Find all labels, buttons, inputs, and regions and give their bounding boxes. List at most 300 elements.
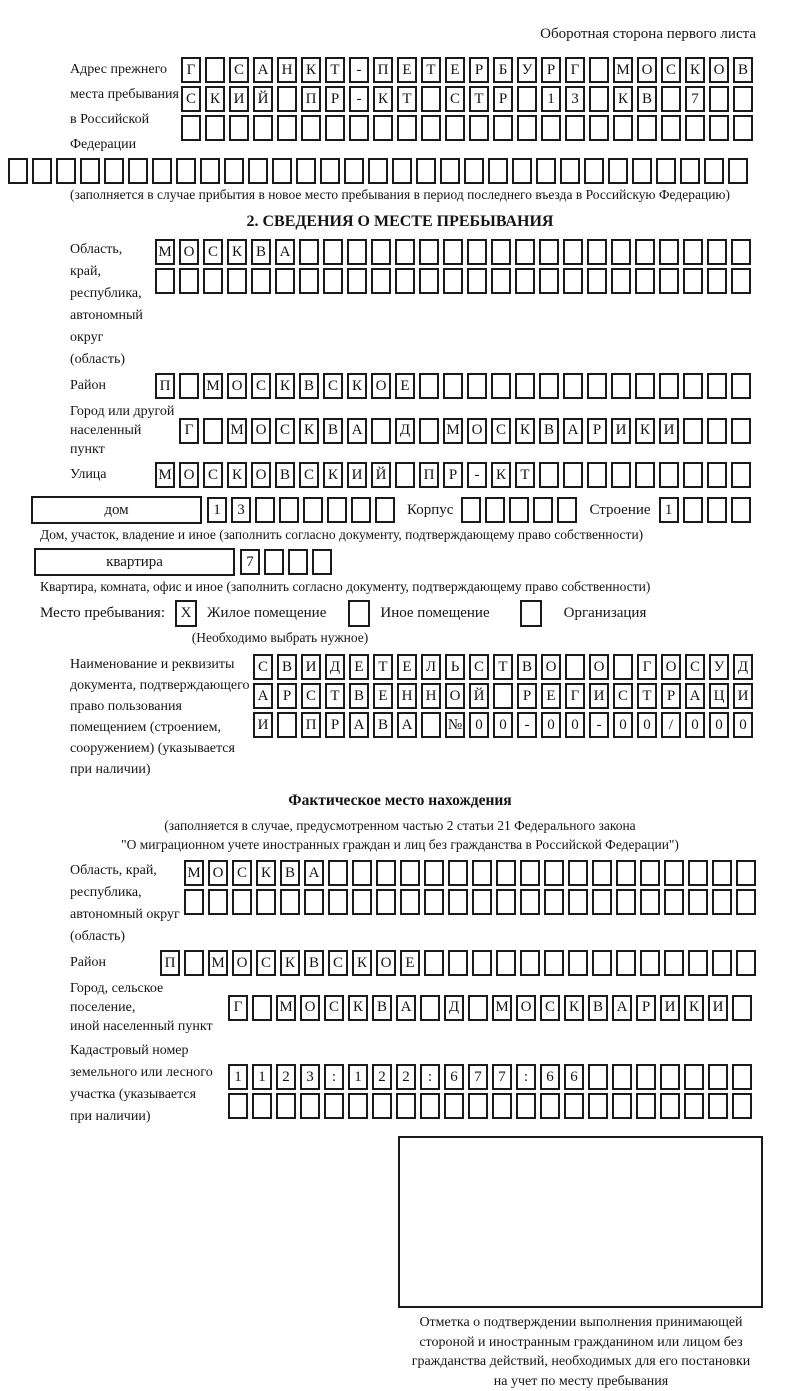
char-cell-empty[interactable] xyxy=(301,115,321,141)
char-cell-empty[interactable] xyxy=(563,462,583,488)
char-cell-empty[interactable] xyxy=(664,860,684,886)
char-cell-filled[interactable]: 0 xyxy=(733,712,753,738)
char-cell-empty[interactable] xyxy=(640,889,660,915)
char-cell-filled[interactable]: О xyxy=(371,373,391,399)
char-cell-empty[interactable] xyxy=(731,497,751,523)
char-cell-filled[interactable]: В xyxy=(251,239,271,265)
char-cell-filled[interactable]: Е xyxy=(373,683,393,709)
char-cell-filled[interactable]: Л xyxy=(421,654,441,680)
char-cell-filled[interactable]: К xyxy=(348,995,368,1021)
char-cell-empty[interactable] xyxy=(568,860,588,886)
char-cell-empty[interactable] xyxy=(563,268,583,294)
char-cell-empty[interactable] xyxy=(731,268,751,294)
char-cell-empty[interactable] xyxy=(440,158,460,184)
char-cell-empty[interactable] xyxy=(613,115,633,141)
char-cell-empty[interactable] xyxy=(712,950,732,976)
char-cell-empty[interactable] xyxy=(128,158,148,184)
char-cell-filled[interactable]: В xyxy=(304,950,324,976)
char-cell-filled[interactable]: А xyxy=(396,995,416,1021)
char-cell-filled[interactable]: М xyxy=(276,995,296,1021)
char-cell-filled[interactable]: С xyxy=(540,995,560,1021)
char-cell-empty[interactable] xyxy=(491,268,511,294)
char-cell-empty[interactable] xyxy=(352,860,372,886)
char-cell-empty[interactable] xyxy=(568,889,588,915)
char-cell-filled[interactable]: Р xyxy=(443,462,463,488)
char-cell-empty[interactable] xyxy=(568,950,588,976)
char-cell-filled[interactable]: В xyxy=(588,995,608,1021)
char-cell-filled[interactable]: Е xyxy=(400,950,420,976)
char-cell-empty[interactable] xyxy=(468,1093,488,1119)
char-cell-filled[interactable]: Д xyxy=(395,418,415,444)
char-cell-filled[interactable]: С xyxy=(203,462,223,488)
char-cell-empty[interactable] xyxy=(660,1093,680,1119)
char-cell-empty[interactable] xyxy=(707,268,727,294)
char-cell-empty[interactable] xyxy=(707,497,727,523)
char-cell-filled[interactable]: Д xyxy=(733,654,753,680)
char-cell-filled[interactable]: / xyxy=(661,712,681,738)
char-cell-filled[interactable]: Д xyxy=(444,995,464,1021)
char-cell-empty[interactable] xyxy=(56,158,76,184)
char-cell-filled[interactable]: О xyxy=(208,860,228,886)
char-cell-filled[interactable]: В xyxy=(277,654,297,680)
char-cell-filled[interactable]: А xyxy=(397,712,417,738)
char-cell-empty[interactable] xyxy=(371,268,391,294)
char-cell-filled[interactable]: А xyxy=(563,418,583,444)
char-cell-empty[interactable] xyxy=(589,86,609,112)
char-cell-filled[interactable]: В xyxy=(275,462,295,488)
char-cell-filled[interactable]: К xyxy=(227,462,247,488)
char-cell-empty[interactable] xyxy=(659,268,679,294)
char-cell-empty[interactable] xyxy=(536,158,556,184)
char-cell-filled[interactable]: С xyxy=(469,654,489,680)
char-cell-empty[interactable] xyxy=(349,115,369,141)
char-cell-empty[interactable] xyxy=(276,1093,296,1119)
char-cell-empty[interactable] xyxy=(376,860,396,886)
char-cell-filled[interactable]: М xyxy=(155,462,175,488)
char-cell-empty[interactable] xyxy=(588,1064,608,1090)
char-cell-empty[interactable] xyxy=(539,373,559,399)
char-cell-empty[interactable] xyxy=(564,1093,584,1119)
char-cell-empty[interactable] xyxy=(688,889,708,915)
stay-type-organization-checkbox[interactable] xyxy=(520,600,542,627)
char-cell-empty[interactable] xyxy=(277,712,297,738)
char-cell-filled[interactable]: А xyxy=(685,683,705,709)
char-cell-filled[interactable]: У xyxy=(709,654,729,680)
char-cell-empty[interactable] xyxy=(279,497,299,523)
char-cell-filled[interactable]: К xyxy=(684,995,704,1021)
char-cell-empty[interactable] xyxy=(492,1093,512,1119)
char-cell-filled[interactable]: С xyxy=(232,860,252,886)
char-cell-empty[interactable] xyxy=(396,1093,416,1119)
char-cell-filled[interactable]: П xyxy=(301,712,321,738)
char-cell-empty[interactable] xyxy=(323,239,343,265)
char-cell-filled[interactable]: Й xyxy=(371,462,391,488)
char-cell-filled[interactable]: И xyxy=(611,418,631,444)
char-cell-filled[interactable]: 3 xyxy=(565,86,585,112)
char-cell-empty[interactable] xyxy=(516,1093,536,1119)
char-cell-empty[interactable] xyxy=(632,158,652,184)
char-cell-empty[interactable] xyxy=(708,1093,728,1119)
char-cell-empty[interactable] xyxy=(640,950,660,976)
char-cell-empty[interactable] xyxy=(544,860,564,886)
char-cell-empty[interactable] xyxy=(312,549,332,575)
char-cell-empty[interactable] xyxy=(424,860,444,886)
char-cell-filled[interactable]: Г xyxy=(181,57,201,83)
char-cell-empty[interactable] xyxy=(707,462,727,488)
char-cell-filled[interactable]: А xyxy=(275,239,295,265)
char-cell-empty[interactable] xyxy=(709,115,729,141)
char-cell-empty[interactable] xyxy=(493,115,513,141)
char-cell-empty[interactable] xyxy=(517,86,537,112)
char-cell-filled[interactable]: К xyxy=(323,462,343,488)
char-cell-empty[interactable] xyxy=(664,950,684,976)
char-cell-empty[interactable] xyxy=(277,115,297,141)
char-cell-empty[interactable] xyxy=(683,373,703,399)
char-cell-filled[interactable]: С xyxy=(661,57,681,83)
char-cell-empty[interactable] xyxy=(517,115,537,141)
char-cell-filled[interactable]: Р xyxy=(325,712,345,738)
char-cell-filled[interactable]: М xyxy=(492,995,512,1021)
char-cell-empty[interactable] xyxy=(255,497,275,523)
char-cell-empty[interactable] xyxy=(464,158,484,184)
char-cell-filled[interactable]: - xyxy=(589,712,609,738)
char-cell-filled[interactable]: О xyxy=(445,683,465,709)
char-cell-filled[interactable]: 0 xyxy=(637,712,657,738)
char-cell-filled[interactable]: С xyxy=(275,418,295,444)
char-cell-empty[interactable] xyxy=(368,158,388,184)
char-cell-empty[interactable] xyxy=(443,373,463,399)
char-cell-filled[interactable]: О xyxy=(589,654,609,680)
char-cell-empty[interactable] xyxy=(325,115,345,141)
char-cell-empty[interactable] xyxy=(733,86,753,112)
char-cell-empty[interactable] xyxy=(684,1064,704,1090)
char-cell-empty[interactable] xyxy=(256,889,276,915)
char-cell-empty[interactable] xyxy=(419,373,439,399)
char-cell-filled[interactable]: Е xyxy=(445,57,465,83)
char-cell-empty[interactable] xyxy=(560,158,580,184)
char-cell-filled[interactable]: Р xyxy=(517,683,537,709)
stay-type-other-checkbox[interactable] xyxy=(348,600,370,627)
char-cell-empty[interactable] xyxy=(179,373,199,399)
char-cell-empty[interactable] xyxy=(299,239,319,265)
char-cell-filled[interactable]: Г xyxy=(565,683,585,709)
char-cell-empty[interactable] xyxy=(485,497,505,523)
char-cell-filled[interactable]: П xyxy=(155,373,175,399)
char-cell-filled[interactable]: С xyxy=(491,418,511,444)
char-cell-filled[interactable]: Е xyxy=(397,57,417,83)
char-cell-empty[interactable] xyxy=(592,860,612,886)
char-cell-empty[interactable] xyxy=(395,462,415,488)
char-cell-empty[interactable] xyxy=(444,1093,464,1119)
char-cell-filled[interactable]: 1 xyxy=(659,497,679,523)
char-cell-filled[interactable]: С xyxy=(181,86,201,112)
char-cell-empty[interactable] xyxy=(488,158,508,184)
char-cell-filled[interactable]: Т xyxy=(325,683,345,709)
char-cell-empty[interactable] xyxy=(155,268,175,294)
char-cell-empty[interactable] xyxy=(272,158,292,184)
char-cell-empty[interactable] xyxy=(616,860,636,886)
char-cell-empty[interactable] xyxy=(731,239,751,265)
char-cell-empty[interactable] xyxy=(659,239,679,265)
char-cell-empty[interactable] xyxy=(443,239,463,265)
char-cell-empty[interactable] xyxy=(584,158,604,184)
char-cell-filled[interactable]: 0 xyxy=(709,712,729,738)
char-cell-empty[interactable] xyxy=(491,239,511,265)
char-cell-empty[interactable] xyxy=(635,268,655,294)
char-cell-empty[interactable] xyxy=(732,1064,752,1090)
char-cell-empty[interactable] xyxy=(544,889,564,915)
char-cell-empty[interactable] xyxy=(659,462,679,488)
char-cell-empty[interactable] xyxy=(637,115,657,141)
char-cell-filled[interactable]: № xyxy=(445,712,465,738)
char-cell-filled[interactable]: 1 xyxy=(252,1064,272,1090)
char-cell-filled[interactable]: С xyxy=(613,683,633,709)
char-cell-empty[interactable] xyxy=(299,268,319,294)
char-cell-empty[interactable] xyxy=(375,497,395,523)
char-cell-empty[interactable] xyxy=(616,889,636,915)
char-cell-empty[interactable] xyxy=(181,115,201,141)
char-cell-filled[interactable]: О xyxy=(300,995,320,1021)
char-cell-empty[interactable] xyxy=(203,268,223,294)
char-cell-empty[interactable] xyxy=(557,497,577,523)
char-cell-filled[interactable]: О xyxy=(251,462,271,488)
char-cell-filled[interactable]: Т xyxy=(637,683,657,709)
char-cell-filled[interactable]: П xyxy=(373,57,393,83)
char-cell-filled[interactable]: К xyxy=(299,418,319,444)
char-cell-filled[interactable]: - xyxy=(349,86,369,112)
char-cell-empty[interactable] xyxy=(288,549,308,575)
char-cell-filled[interactable]: 1 xyxy=(348,1064,368,1090)
char-cell-empty[interactable] xyxy=(80,158,100,184)
char-cell-filled[interactable]: О xyxy=(709,57,729,83)
char-cell-filled[interactable]: Р xyxy=(277,683,297,709)
char-cell-filled[interactable]: Т xyxy=(515,462,535,488)
char-cell-filled[interactable]: М xyxy=(613,57,633,83)
char-cell-filled[interactable]: 1 xyxy=(541,86,561,112)
char-cell-empty[interactable] xyxy=(660,1064,680,1090)
char-cell-filled[interactable]: И xyxy=(253,712,273,738)
char-cell-empty[interactable] xyxy=(496,889,516,915)
char-cell-empty[interactable] xyxy=(563,373,583,399)
char-cell-empty[interactable] xyxy=(731,462,751,488)
char-cell-filled[interactable]: И xyxy=(733,683,753,709)
char-cell-filled[interactable]: С xyxy=(299,462,319,488)
char-cell-empty[interactable] xyxy=(688,860,708,886)
char-cell-empty[interactable] xyxy=(684,1093,704,1119)
char-cell-empty[interactable] xyxy=(565,115,585,141)
char-cell-empty[interactable] xyxy=(661,86,681,112)
char-cell-empty[interactable] xyxy=(227,268,247,294)
char-cell-empty[interactable] xyxy=(731,373,751,399)
char-cell-empty[interactable] xyxy=(203,418,223,444)
char-cell-empty[interactable] xyxy=(612,1064,632,1090)
char-cell-filled[interactable]: Р xyxy=(636,995,656,1021)
char-cell-empty[interactable] xyxy=(229,115,249,141)
char-cell-empty[interactable] xyxy=(707,239,727,265)
char-cell-filled[interactable]: К xyxy=(227,239,247,265)
char-cell-empty[interactable] xyxy=(539,239,559,265)
char-cell-empty[interactable] xyxy=(352,889,372,915)
char-cell-empty[interactable] xyxy=(683,418,703,444)
char-cell-filled[interactable]: С xyxy=(253,654,273,680)
char-cell-empty[interactable] xyxy=(419,418,439,444)
char-cell-filled[interactable]: С xyxy=(301,683,321,709)
char-cell-empty[interactable] xyxy=(320,158,340,184)
char-cell-filled[interactable]: Т xyxy=(421,57,441,83)
char-cell-filled[interactable]: Н xyxy=(277,57,297,83)
char-cell-empty[interactable] xyxy=(176,158,196,184)
char-cell-filled[interactable]: Т xyxy=(469,86,489,112)
char-cell-empty[interactable] xyxy=(683,497,703,523)
char-cell-filled[interactable]: - xyxy=(467,462,487,488)
char-cell-filled[interactable]: Г xyxy=(565,57,585,83)
char-cell-empty[interactable] xyxy=(419,239,439,265)
char-cell-empty[interactable] xyxy=(328,860,348,886)
char-cell-empty[interactable] xyxy=(612,1093,632,1119)
char-cell-empty[interactable] xyxy=(252,995,272,1021)
char-cell-empty[interactable] xyxy=(736,860,756,886)
char-cell-filled[interactable]: К xyxy=(280,950,300,976)
char-cell-empty[interactable] xyxy=(491,373,511,399)
char-cell-empty[interactable] xyxy=(592,950,612,976)
char-cell-empty[interactable] xyxy=(712,889,732,915)
char-cell-filled[interactable]: О xyxy=(179,462,199,488)
char-cell-empty[interactable] xyxy=(732,995,752,1021)
char-cell-empty[interactable] xyxy=(200,158,220,184)
char-cell-filled[interactable]: К xyxy=(564,995,584,1021)
char-cell-empty[interactable] xyxy=(104,158,124,184)
char-cell-filled[interactable]: В xyxy=(299,373,319,399)
char-cell-empty[interactable] xyxy=(448,889,468,915)
char-cell-empty[interactable] xyxy=(467,239,487,265)
char-cell-filled[interactable]: К xyxy=(491,462,511,488)
char-cell-empty[interactable] xyxy=(640,860,660,886)
char-cell-filled[interactable]: В xyxy=(372,995,392,1021)
char-cell-empty[interactable] xyxy=(152,158,172,184)
char-cell-filled[interactable]: К xyxy=(613,86,633,112)
char-cell-empty[interactable] xyxy=(275,268,295,294)
char-cell-filled[interactable]: А xyxy=(349,712,369,738)
char-cell-filled[interactable]: В xyxy=(323,418,343,444)
char-cell-empty[interactable] xyxy=(589,115,609,141)
char-cell-filled[interactable]: К xyxy=(685,57,705,83)
char-cell-filled[interactable]: М xyxy=(443,418,463,444)
char-cell-filled[interactable]: 3 xyxy=(231,497,251,523)
char-cell-empty[interactable] xyxy=(707,418,727,444)
char-cell-empty[interactable] xyxy=(661,115,681,141)
char-cell-empty[interactable] xyxy=(400,889,420,915)
char-cell-empty[interactable] xyxy=(205,115,225,141)
char-cell-empty[interactable] xyxy=(685,115,705,141)
char-cell-filled[interactable]: Н xyxy=(397,683,417,709)
char-cell-empty[interactable] xyxy=(659,373,679,399)
char-cell-empty[interactable] xyxy=(248,158,268,184)
char-cell-filled[interactable]: 1 xyxy=(207,497,227,523)
char-cell-empty[interactable] xyxy=(376,889,396,915)
char-cell-filled[interactable]: А xyxy=(253,683,273,709)
char-cell-filled[interactable]: С xyxy=(203,239,223,265)
char-cell-filled[interactable]: 0 xyxy=(493,712,513,738)
char-cell-filled[interactable]: 0 xyxy=(565,712,585,738)
char-cell-filled[interactable]: А xyxy=(347,418,367,444)
char-cell-filled[interactable]: 7 xyxy=(240,549,260,575)
char-cell-empty[interactable] xyxy=(347,268,367,294)
char-cell-empty[interactable] xyxy=(280,889,300,915)
char-cell-empty[interactable] xyxy=(520,889,540,915)
char-cell-empty[interactable] xyxy=(421,712,441,738)
char-cell-filled[interactable]: - xyxy=(517,712,537,738)
char-cell-filled[interactable]: П xyxy=(160,950,180,976)
char-cell-empty[interactable] xyxy=(493,683,513,709)
char-cell-empty[interactable] xyxy=(467,373,487,399)
char-cell-filled[interactable]: Н xyxy=(421,683,441,709)
char-cell-empty[interactable] xyxy=(520,950,540,976)
char-cell-empty[interactable] xyxy=(540,1093,560,1119)
char-cell-filled[interactable]: В xyxy=(349,683,369,709)
char-cell-empty[interactable] xyxy=(656,158,676,184)
char-cell-empty[interactable] xyxy=(544,950,564,976)
char-cell-empty[interactable] xyxy=(731,418,751,444)
char-cell-empty[interactable] xyxy=(324,1093,344,1119)
char-cell-empty[interactable] xyxy=(448,950,468,976)
char-cell-empty[interactable] xyxy=(683,239,703,265)
char-cell-filled[interactable]: С xyxy=(251,373,271,399)
char-cell-filled[interactable]: Р xyxy=(493,86,513,112)
char-cell-empty[interactable] xyxy=(565,654,585,680)
char-cell-filled[interactable]: Р xyxy=(661,683,681,709)
char-cell-filled[interactable]: 0 xyxy=(469,712,489,738)
char-cell-empty[interactable] xyxy=(635,373,655,399)
char-cell-empty[interactable] xyxy=(515,268,535,294)
char-cell-filled[interactable]: Е xyxy=(541,683,561,709)
char-cell-filled[interactable]: В xyxy=(637,86,657,112)
char-cell-empty[interactable] xyxy=(251,268,271,294)
char-cell-empty[interactable] xyxy=(680,158,700,184)
char-cell-filled[interactable]: К xyxy=(373,86,393,112)
char-cell-empty[interactable] xyxy=(328,889,348,915)
char-cell-empty[interactable] xyxy=(371,418,391,444)
char-cell-empty[interactable] xyxy=(448,860,468,886)
char-cell-empty[interactable] xyxy=(563,239,583,265)
char-cell-empty[interactable] xyxy=(395,239,415,265)
char-cell-filled[interactable]: К xyxy=(347,373,367,399)
char-cell-filled[interactable]: С xyxy=(256,950,276,976)
char-cell-filled[interactable]: К xyxy=(256,860,276,886)
char-cell-empty[interactable] xyxy=(611,268,631,294)
char-cell-filled[interactable]: К xyxy=(515,418,535,444)
char-cell-empty[interactable] xyxy=(264,549,284,575)
char-cell-empty[interactable] xyxy=(348,1093,368,1119)
char-cell-empty[interactable] xyxy=(636,1093,656,1119)
char-cell-empty[interactable] xyxy=(8,158,28,184)
char-cell-filled[interactable]: О xyxy=(376,950,396,976)
char-cell-filled[interactable]: В xyxy=(280,860,300,886)
char-cell-empty[interactable] xyxy=(304,889,324,915)
char-cell-filled[interactable]: - xyxy=(349,57,369,83)
char-cell-filled[interactable]: Й xyxy=(253,86,273,112)
char-cell-empty[interactable] xyxy=(347,239,367,265)
char-cell-empty[interactable] xyxy=(515,373,535,399)
char-cell-filled[interactable]: О xyxy=(516,995,536,1021)
char-cell-filled[interactable]: О xyxy=(541,654,561,680)
char-cell-empty[interactable] xyxy=(709,86,729,112)
char-cell-filled[interactable]: Ц xyxy=(709,683,729,709)
char-cell-empty[interactable] xyxy=(587,268,607,294)
char-cell-empty[interactable] xyxy=(472,950,492,976)
char-cell-empty[interactable] xyxy=(733,115,753,141)
char-cell-empty[interactable] xyxy=(592,889,612,915)
char-cell-filled[interactable]: С xyxy=(328,950,348,976)
